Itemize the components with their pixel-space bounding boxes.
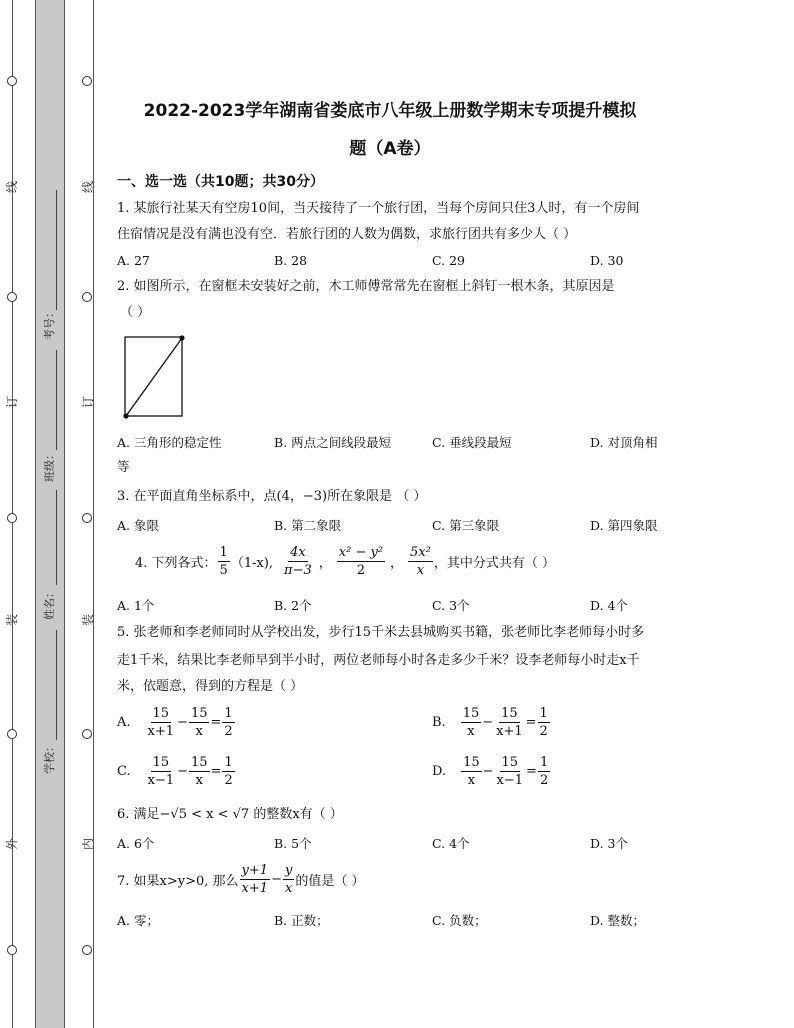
section-heading: 一、选一选（共10题；共30分） bbox=[117, 174, 324, 190]
q4-prefix: 4. 下列各式： bbox=[135, 556, 217, 571]
q2-option-d: D. 对顶角相 bbox=[590, 435, 658, 450]
q5-b-frac3 bbox=[538, 705, 550, 740]
q4-fraction-1 bbox=[218, 544, 230, 579]
q4-f2-num: 4x bbox=[290, 545, 306, 560]
q5-c-n2: 15 bbox=[191, 755, 208, 770]
q5-c-d2: x bbox=[195, 773, 203, 788]
school-underline bbox=[56, 630, 57, 740]
q3-option-b: B. 第二象限 bbox=[274, 518, 342, 533]
q5-b-d1: x bbox=[467, 724, 475, 739]
q4-stem bbox=[135, 544, 555, 579]
page-title-line1: 2022-2023学年湖南省娄底市八年级上册数学期末专项提升模拟 bbox=[143, 101, 637, 121]
q2-option-d-wrap: 等 bbox=[117, 459, 130, 474]
q1-option-d: D. 30 bbox=[590, 253, 624, 268]
q5-b-op: − bbox=[482, 715, 494, 730]
q7-n2: y bbox=[284, 863, 293, 878]
q5-a-d3: 2 bbox=[224, 724, 233, 739]
q6-text: 6. 满足−√5 < x < √7 的整数x有（ ） bbox=[117, 807, 343, 822]
q5-c-label: C. bbox=[117, 764, 131, 779]
outer-label-ding: 订 bbox=[5, 395, 20, 409]
q4-option-c: C. 3个 bbox=[432, 598, 470, 613]
binding-hole-outer-1 bbox=[7, 76, 17, 86]
q1-option-c: C. 29 bbox=[432, 253, 465, 268]
q6-option-a: A. 6个 bbox=[117, 836, 155, 851]
q2-option-c: C. 垂线段最短 bbox=[432, 435, 512, 450]
q3-option-d: D. 第四象限 bbox=[590, 518, 658, 533]
q5-c-op: − bbox=[177, 764, 189, 779]
q5-d-label: D. bbox=[432, 764, 447, 779]
q5-d-n3: 1 bbox=[539, 755, 549, 770]
q4-sep: ， bbox=[318, 556, 332, 571]
class-underline bbox=[56, 350, 57, 450]
q2-line2: （ ） bbox=[120, 305, 151, 320]
q7-option-a: A. 零； bbox=[117, 913, 159, 928]
q2-option-a: A. 三角形的稳定性 bbox=[117, 435, 222, 450]
q7-d1: x+1 bbox=[241, 881, 269, 896]
q5-c-frac1 bbox=[146, 754, 177, 789]
q5-a-eq: = bbox=[210, 715, 222, 730]
q5-line3: 米，依题意，得到的方程是（ ） bbox=[117, 679, 304, 694]
q7-n1: y+1 bbox=[241, 863, 269, 878]
binding-hole-inner-4 bbox=[82, 729, 92, 739]
q7-option-c: C. 负数； bbox=[432, 913, 487, 928]
inner-label-xian: 线 bbox=[81, 180, 96, 194]
binding-hole-inner-5 bbox=[82, 945, 92, 955]
q4-f4-num: 5x² bbox=[410, 545, 431, 560]
q5-d-frac1 bbox=[461, 754, 482, 789]
q7-suffix: 的值是（ ） bbox=[295, 874, 365, 889]
q6-option-d: D. 3个 bbox=[590, 836, 628, 851]
q3-option-a: A. 象限 bbox=[117, 518, 159, 533]
q5-b-frac1 bbox=[461, 705, 482, 740]
q4-f2-den: π−3 bbox=[284, 563, 312, 578]
window-frame-figure bbox=[118, 332, 190, 424]
q5-c-n1: 15 bbox=[152, 755, 170, 770]
q5-line1: 5. 张老师和李老师同时从学校出发，步行15千米去县城购买书籍，张老师比李老师每小时多 bbox=[117, 625, 645, 640]
nail-bottom bbox=[123, 413, 128, 418]
q5-option-c bbox=[117, 754, 236, 789]
q7-option-b: B. 正数； bbox=[274, 913, 329, 928]
binding-hole-outer-5 bbox=[7, 945, 17, 955]
q5-b-label: B. bbox=[432, 715, 446, 730]
q5-a-n3: 1 bbox=[224, 706, 233, 721]
q7-d2: x bbox=[284, 881, 293, 896]
q4-f1-den: 5 bbox=[219, 563, 228, 578]
binding-hole-inner-3 bbox=[82, 513, 92, 523]
q5-a-d2: x bbox=[195, 724, 203, 739]
q3-text: 3. 在平面直角坐标系中，点(4，−3)所在象限是 （ ） bbox=[117, 489, 427, 504]
q4-fraction-2 bbox=[282, 544, 314, 579]
nail-top bbox=[179, 335, 184, 340]
q5-a-frac3 bbox=[222, 705, 234, 740]
q4-fraction-3 bbox=[337, 544, 385, 579]
binding-hole-outer-2 bbox=[7, 292, 17, 302]
inner-label-ding: 订 bbox=[81, 395, 96, 409]
q4-sep-2: ， bbox=[390, 556, 404, 571]
q7-frac2 bbox=[283, 862, 294, 897]
q5-a-n2: 15 bbox=[190, 706, 208, 721]
q5-b-frac2 bbox=[494, 705, 525, 740]
q5-a-d1: x+1 bbox=[147, 724, 175, 739]
q5-d-frac2 bbox=[495, 754, 526, 789]
q7-stem bbox=[117, 862, 364, 897]
q4-f3-den: 2 bbox=[356, 563, 366, 578]
q1-option-a: A. 27 bbox=[117, 253, 150, 268]
q4-f3-num: x² − y² bbox=[338, 545, 384, 560]
q2-option-b: B. 两点之间线段最短 bbox=[274, 435, 392, 450]
q5-b-d2: x+1 bbox=[496, 724, 523, 739]
q5-b-n2: 15 bbox=[501, 706, 518, 721]
q5-c-eq: = bbox=[210, 764, 222, 779]
q1-option-b: B. 28 bbox=[274, 253, 308, 268]
q5-d-op: − bbox=[482, 764, 494, 779]
q5-c-frac3 bbox=[222, 754, 234, 789]
q5-c-frac2 bbox=[189, 754, 210, 789]
q5-c-d3: 2 bbox=[224, 773, 233, 788]
q4-fraction-4 bbox=[408, 544, 433, 579]
q5-b-n3: 1 bbox=[539, 706, 548, 721]
binding-hole-outer-4 bbox=[7, 729, 17, 739]
page-title-line2: 题（A卷） bbox=[349, 139, 431, 159]
q4-option-a: A. 1个 bbox=[117, 598, 155, 613]
q3-option-c: C. 第三象限 bbox=[432, 518, 500, 533]
school-label: 学校： bbox=[43, 741, 56, 774]
q4-f1-tail: （1-x), bbox=[230, 556, 274, 571]
q4-f4-den: x bbox=[416, 563, 425, 578]
q5-d-d2: x−1 bbox=[496, 773, 524, 788]
q5-c-d1: x−1 bbox=[147, 773, 175, 788]
binding-hole-outer-3 bbox=[7, 513, 17, 523]
q5-a-frac1 bbox=[146, 705, 177, 740]
q4-option-d: D. 4个 bbox=[590, 598, 628, 613]
q5-c-n3: 1 bbox=[224, 755, 233, 770]
q5-b-n1: 15 bbox=[462, 706, 480, 721]
name-underline bbox=[56, 490, 57, 585]
outer-label-xian: 线 bbox=[5, 180, 20, 194]
q7-option-d: D. 整数； bbox=[590, 913, 646, 928]
q5-a-op: − bbox=[177, 715, 188, 730]
inner-label-zhuang: 装 bbox=[81, 613, 96, 627]
q5-d-eq: = bbox=[526, 764, 537, 779]
exam-id-label: 考号： bbox=[43, 307, 56, 340]
q1-line2: 住宿情况是没有满也没有空．若旅行团的人数为偶数，求旅行团共有多少人（ ） bbox=[117, 227, 577, 242]
q6-option-c: C. 4个 bbox=[432, 836, 470, 851]
binding-hole-inner-1 bbox=[82, 76, 92, 86]
diagonal-brace bbox=[126, 338, 182, 416]
q5-d-frac3 bbox=[538, 754, 550, 789]
outer-label-zhuang: 装 bbox=[5, 613, 20, 627]
binding-hole-inner-2 bbox=[82, 292, 92, 302]
q4-option-b: B. 2个 bbox=[274, 598, 312, 613]
q6-option-b: B. 5个 bbox=[274, 836, 312, 851]
q2-line1: 2. 如图所示，在窗框未安装好之前，木工师傅常常先在窗框上斜钉一根木条，其原因是 bbox=[117, 279, 615, 294]
inner-margin-line bbox=[93, 0, 94, 1028]
q5-b-d3: 2 bbox=[539, 724, 548, 739]
q5-d-d1: x bbox=[467, 773, 476, 788]
q5-a-frac2 bbox=[189, 705, 210, 740]
binding-strip bbox=[35, 0, 65, 1028]
class-label: 班级： bbox=[43, 449, 56, 482]
q4-suffix: ，其中分式共有（ ） bbox=[433, 556, 556, 571]
q5-a-label: A. bbox=[117, 715, 131, 730]
exam-id-underline bbox=[56, 190, 57, 310]
name-label: 姓名： bbox=[43, 587, 56, 620]
q5-d-d3: 2 bbox=[539, 773, 549, 788]
q7-op: − bbox=[271, 872, 282, 887]
q5-option-a bbox=[117, 705, 236, 740]
q5-line2: 走1千米，结果比李老师早到半小时，两位老师每小时各走多少千米？设李老师每小时走x千 bbox=[117, 653, 640, 668]
q5-b-eq: = bbox=[525, 715, 537, 730]
q5-option-d bbox=[432, 754, 551, 789]
q5-d-n1: 15 bbox=[463, 755, 480, 770]
q1-line1: 1. 某旅行社某天有空房10间，当天接待了一个旅行团，当每个房间只住3人时，有一个房间 bbox=[117, 201, 640, 216]
q5-a-n1: 15 bbox=[152, 706, 170, 721]
q7-prefix: 7. 如果x>y>0, 那么 bbox=[117, 874, 239, 889]
q5-option-b bbox=[432, 705, 551, 740]
q7-frac1 bbox=[240, 862, 271, 897]
outer-label-wai: 外 bbox=[5, 837, 20, 851]
inner-label-nei: 内 bbox=[81, 837, 96, 851]
q4-f1-num: 1 bbox=[219, 545, 228, 560]
q5-d-n2: 15 bbox=[501, 755, 519, 770]
